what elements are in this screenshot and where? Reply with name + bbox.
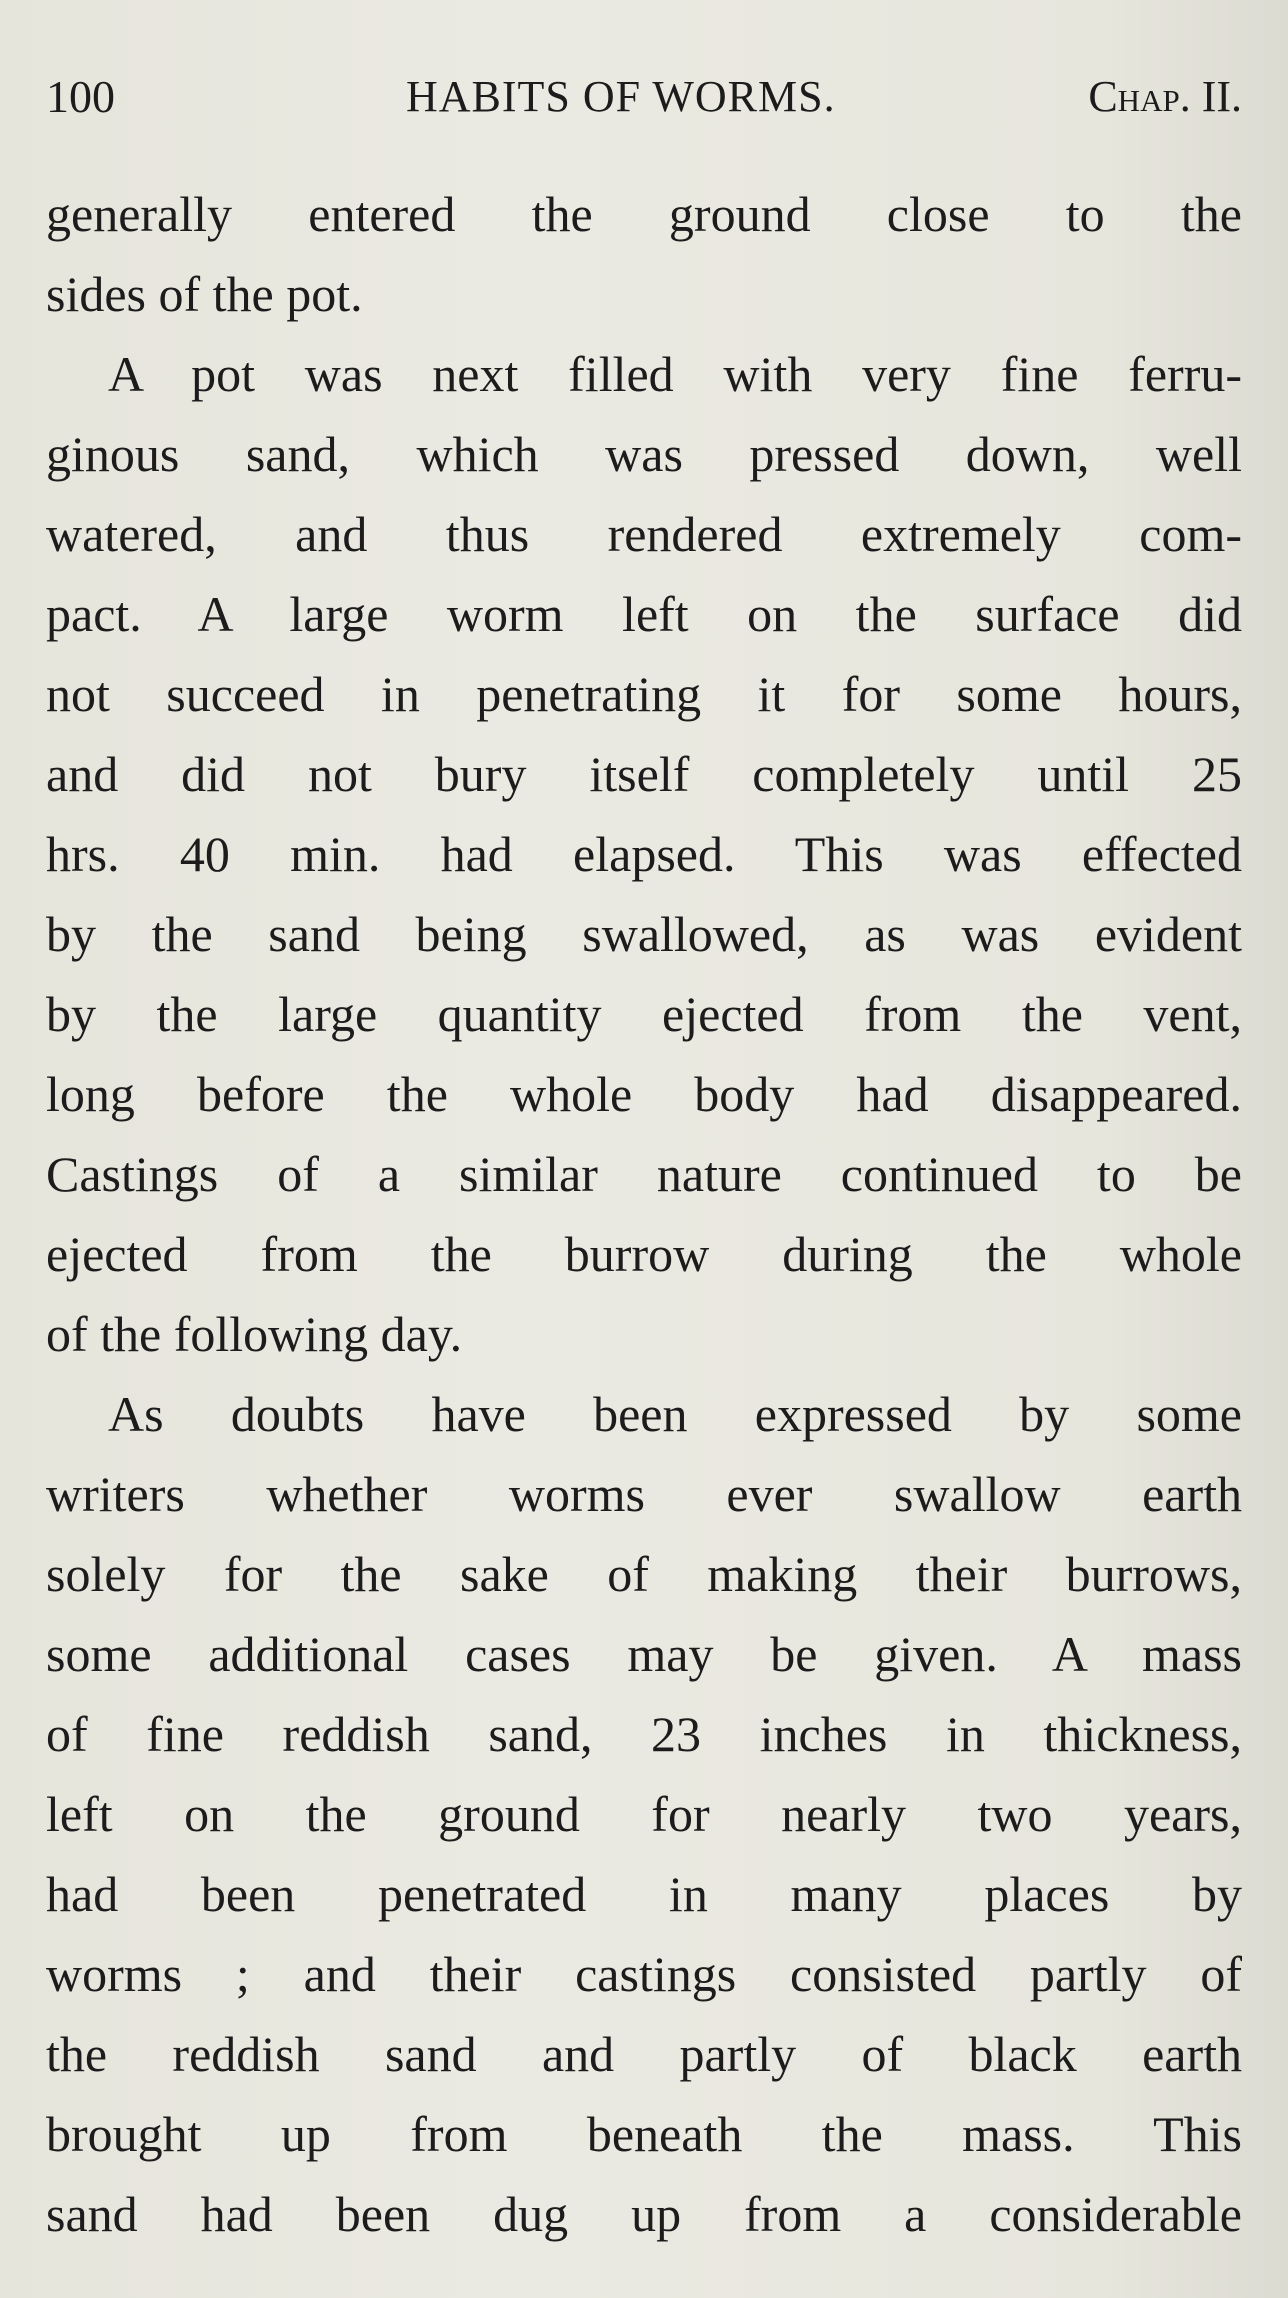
text-line: had been penetrated in many places by: [46, 1866, 1242, 1922]
text-line: worms ; and their castings consisted partly of: [46, 1946, 1242, 2002]
page-header: [46, 62, 1242, 132]
text-line: ginous sand, which was pressed down, well: [46, 426, 1242, 482]
text-line: left on the ground for nearly two years,: [46, 1786, 1242, 1842]
running-title: HABITS OF WORMS.: [406, 72, 836, 121]
chapter-label: Chap. II.: [1088, 72, 1242, 121]
text-line: by the sand being swallowed, as was evident: [46, 906, 1242, 962]
text-line: solely for the sake of making their burrows,: [46, 1546, 1242, 1602]
text-line: A pot was next filled with very fine ferru-: [108, 346, 1242, 402]
text-line: sides of the pot.: [46, 266, 363, 322]
text-line: As doubts have been expressed by some: [108, 1386, 1242, 1442]
text-line: generally entered the ground close to the: [46, 186, 1242, 242]
text-line: ejected from the burrow during the whole: [46, 1226, 1242, 1282]
text-line: sand had been dug up from a considerable: [46, 2186, 1242, 2242]
text-line: long before the whole body had disappeared.: [46, 1066, 1242, 1122]
text-line: watered, and thus rendered extremely com-: [46, 506, 1242, 562]
page-number: 100: [46, 71, 115, 122]
text-line: writers whether worms ever swallow earth: [46, 1466, 1242, 1522]
text-line: and did not bury itself completely until 25: [46, 746, 1242, 802]
text-line: some additional cases may be given. A mass: [46, 1626, 1242, 1682]
text-line: of fine reddish sand, 23 inches in thickness,: [46, 1706, 1242, 1762]
text-line: the reddish sand and partly of black earth: [46, 2026, 1242, 2082]
text-line: pact. A large worm left on the surface did: [46, 586, 1242, 642]
text-line: not succeed in penetrating it for some hours,: [46, 666, 1242, 722]
body-text: [46, 174, 1242, 2254]
text-line: brought up from beneath the mass. This: [46, 2106, 1242, 2162]
text-line: Castings of a similar nature continued to be: [46, 1146, 1242, 1202]
text-line: of the following day.: [46, 1306, 463, 1362]
text-line: by the large quantity ejected from the vent,: [46, 986, 1242, 1042]
text-line: hrs. 40 min. had elapsed. This was effected: [46, 826, 1242, 882]
